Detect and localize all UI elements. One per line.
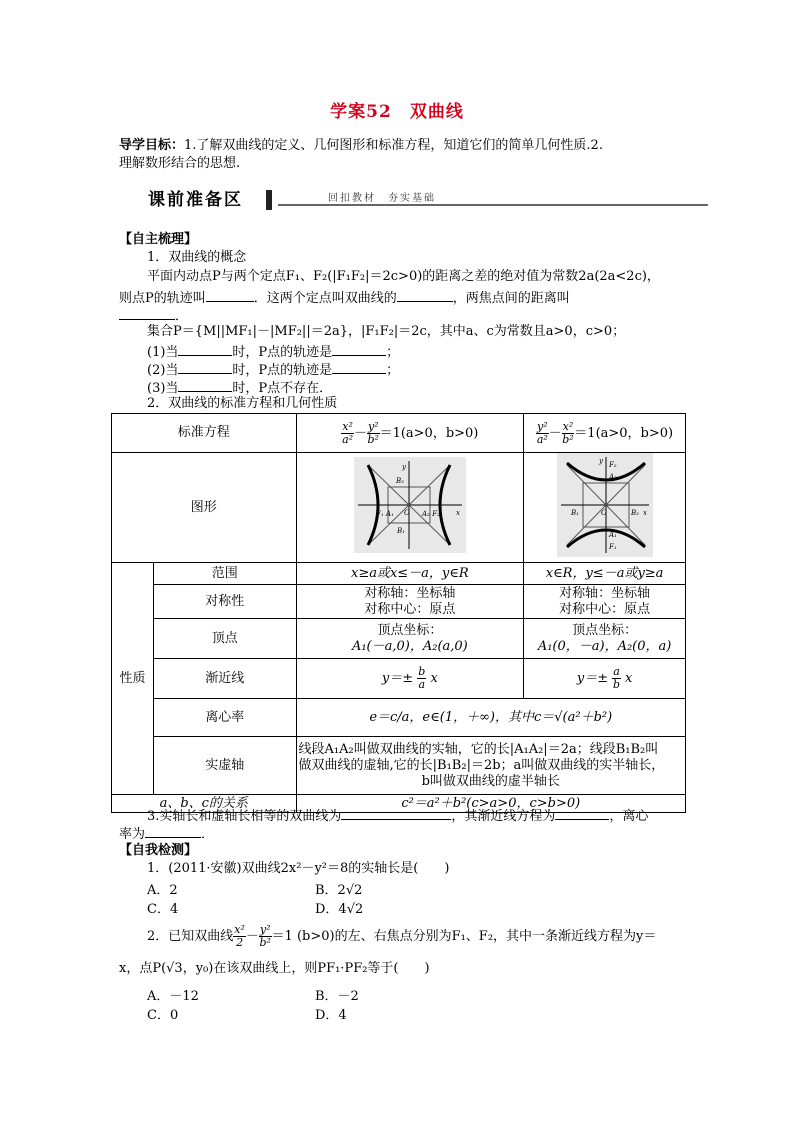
- axis-line-1: 线段A₁A₂叫做双曲线的实轴，它的长|A₁A₂|＝2a；线段B₁B₂叫: [298, 741, 659, 757]
- frac-y2-b2: $\frac{\text{y²}}{\text{b²}}$: [367, 419, 379, 446]
- range-label: 范围: [153, 563, 296, 585]
- relation-label: a、b、c的关系: [112, 795, 297, 813]
- blank-foci: [397, 287, 453, 302]
- blank-eccentricity: [145, 823, 201, 838]
- item1-l2a: 则点P的轨迹叫: [119, 291, 206, 306]
- section-label: 课前准备区: [148, 188, 266, 212]
- graph1-cell: [296, 453, 524, 563]
- props-label: 性质: [112, 563, 154, 795]
- std-eq-label: 标准方程: [112, 414, 297, 453]
- item3-e: ．: [201, 827, 215, 842]
- svg-text:F₁ A₁: F₁ A₁: [375, 510, 394, 518]
- table-row: [112, 619, 686, 659]
- blank-cond2-locus: [332, 359, 386, 374]
- svg-text:O: O: [600, 509, 607, 517]
- table-row: [112, 585, 686, 619]
- section-sub: 回扣教材 夯实基础: [328, 193, 436, 204]
- table-row: [112, 659, 686, 699]
- vertex2: [524, 619, 686, 659]
- frac-x2-b2: $\frac{\text{x²}}{\text{b²}}$: [562, 419, 574, 446]
- question-2-line-1: 2．已知双曲线 $\frac{\text{x²}}{2}$ － $\frac{\text{y²}}{\text{b²}}$ ＝1 (b>0)的左、右焦点分别为F₁、F₂，其中一条渐近线方程为y＝: [147, 923, 657, 949]
- blank-equal-axis: [341, 805, 451, 820]
- q1-option-c[interactable]: C．4: [147, 902, 179, 917]
- page-title: 学案52 双曲线: [330, 102, 464, 122]
- graph-label: 图形: [112, 453, 297, 563]
- sym1: [296, 585, 524, 619]
- svg-text:F₂: F₂: [608, 461, 617, 469]
- svg-text:A₂ F₂: A₂ F₂: [421, 510, 440, 518]
- frac-y2-a2: $\frac{\text{y²}}{\text{a²}}$: [536, 419, 548, 446]
- blank-focal-distance: [119, 305, 175, 320]
- question-2-line-2: x，点P(√3，y₀)在该双曲线上，则PF₁·PF₂等于( ): [119, 961, 430, 976]
- intro-text-1: 1.了解双曲线的定义、几何图形和标准方程，知道它们的简单几何性质.2.: [184, 138, 603, 153]
- item1-line-1: 平面内动点P与两个定点F₁、F₂(|F₁F₂|＝2c>0)的距离之差的绝对值为常数2a(2a<2c)，: [147, 269, 660, 284]
- sym2-axis: 对称轴：坐标轴: [559, 585, 651, 601]
- q1-option-d[interactable]: D．4√2: [315, 902, 364, 917]
- q2-l1a: 2．已知双曲线: [147, 929, 234, 944]
- q2-option-c[interactable]: C．0: [147, 1008, 179, 1023]
- axis-value: [296, 737, 685, 795]
- svg-text:x: x: [642, 509, 647, 517]
- range2: x∈R，y≤－a或y≥a: [524, 563, 686, 585]
- item1-title: 1．双曲线的概念: [147, 250, 247, 265]
- cond1c: ；: [386, 345, 400, 360]
- cond2a: (2)当: [147, 363, 179, 378]
- svg-text:B₁: B₁: [396, 527, 405, 535]
- eq2-cond: ＝1(a>0，b>0): [574, 425, 674, 441]
- question-1: 1．(2011·安徽)双曲线2x²－y²＝8的实轴长是( ): [147, 861, 450, 876]
- relation-value: c²＝a²＋b²(c>a>0，c>b>0): [296, 795, 685, 813]
- svg-text:B₂: B₂: [395, 477, 404, 485]
- table-row: [112, 414, 686, 453]
- section-mark: [266, 190, 272, 210]
- graph2-cell: [524, 453, 686, 563]
- axis-label: 实虚轴: [153, 737, 296, 795]
- cond3a: (3)当: [147, 381, 179, 396]
- q1-option-a[interactable]: A．2: [147, 883, 178, 898]
- intro-label: 导学目标：: [119, 138, 185, 153]
- range1: x≥a或x≤－a，y∈R: [296, 563, 524, 585]
- asym-label: 渐近线: [153, 659, 296, 699]
- table-row: [112, 699, 686, 737]
- cond2b: 时，P点的轨迹是: [232, 363, 333, 378]
- frac-x2-a2: $\frac{\text{x²}}{\text{a²}}$: [342, 419, 354, 446]
- asym1: y＝± $\frac{b}{a}$ x: [296, 659, 524, 699]
- q2-option-a[interactable]: A．－12: [147, 989, 199, 1004]
- section-rule: [278, 204, 708, 206]
- item3-b: ，其渐近线方程为: [451, 809, 556, 824]
- blank-locus: [206, 287, 254, 302]
- properties-table: [111, 413, 686, 813]
- blank-cond1: [178, 341, 232, 356]
- eq1-cell: $\frac{\text{x²}}{\text{a²}}$ － $\frac{\text{y²}}{\text{b²}}$ ＝1(a>0，b>0): [296, 414, 524, 453]
- q2-l1b: ＝1 (b>0)的左、右焦点分别为F₁、F₂，其中一条渐近线方程为y＝: [271, 929, 657, 944]
- cond1a: (1)当: [147, 345, 179, 360]
- item1-l2c: ，两焦点间的距离叫: [452, 291, 570, 306]
- q2-option-b[interactable]: B．－2: [315, 989, 359, 1004]
- eq1-cond: ＝1(a>0，b>0): [379, 425, 479, 441]
- svg-text:x: x: [455, 509, 460, 517]
- item1-l2b: ．这两个定点叫双曲线的: [253, 291, 397, 306]
- svg-text:A₂: A₂: [608, 473, 617, 481]
- sym1-center: 对称中心：原点: [364, 601, 456, 617]
- svg-text:B₁: B₁: [570, 509, 579, 517]
- vertex1-value: A₁(－a,0)，A₂(a,0): [351, 638, 468, 654]
- svg-text:A₁: A₁: [608, 531, 617, 539]
- cond1b: 时，P点的轨迹是: [232, 345, 333, 360]
- item3-line-2: [119, 823, 689, 844]
- item3-d: 率为: [119, 827, 146, 842]
- svg-text:y: y: [598, 457, 603, 465]
- intro-text-2: 理解数形结合的思想.: [119, 156, 241, 171]
- blank-cond1-locus: [332, 341, 386, 356]
- blank-asymptote: [555, 805, 609, 820]
- blank-cond3: [178, 377, 232, 392]
- hyperbola-vertical-graph-icon: [557, 453, 653, 557]
- svg-text:F₁: F₁: [608, 543, 617, 551]
- item3-a: 3.实轴长和虚轴长相等的双曲线为: [147, 809, 342, 824]
- vertex-label: 顶点: [153, 619, 296, 659]
- item3-c: ，离心: [609, 809, 649, 824]
- ecc-value: e＝c/a，e∈(1，＋∞)，其中c＝√(a²＋b²): [296, 699, 685, 737]
- svg-text:y: y: [401, 463, 406, 471]
- vertex1-title: 顶点坐标：: [377, 622, 443, 638]
- asym2: y＝± $\frac{a}{b}$ x: [524, 659, 686, 699]
- sym2-center: 对称中心：原点: [559, 601, 651, 617]
- axis-line-2: 做双曲线的虚轴,它的长|B₁B₂|＝2b；a叫做双曲线的实半轴长，: [298, 757, 665, 773]
- table-row: [112, 737, 686, 795]
- axis-line-3: b叫做双曲线的虚半轴长: [421, 773, 560, 789]
- intro-line-1: [119, 137, 689, 155]
- item2-title: 2．双曲线的标准方程和几何性质: [147, 396, 338, 411]
- svg-text:B₂: B₂: [630, 509, 639, 517]
- table-row: [112, 563, 686, 585]
- item1-l3: ．: [175, 309, 189, 324]
- sym2: [524, 585, 686, 619]
- cond2c: ；: [386, 363, 400, 378]
- section-header: [148, 188, 708, 212]
- svg-text:O: O: [403, 509, 410, 517]
- vertex2-value: A₁(0，－a)，A₂(0，a): [537, 638, 672, 654]
- eq2-cell: $\frac{\text{y²}}{\text{a²}}$ － $\frac{\text{x²}}{\text{b²}}$ ＝1(a>0，b>0): [524, 414, 686, 453]
- blank-cond2: [178, 359, 232, 374]
- hyperbola-horizontal-graph-icon: [354, 457, 466, 553]
- cond3b: 时，P点不存在．: [232, 381, 333, 396]
- set-line: 集合P＝{M||MF₁|－|MF₂||＝2a}，|F₁F₂|＝2c，其中a、c为常数且a>0，c>0；: [147, 324, 626, 339]
- frac-x2-2: $\frac{\text{x²}}{2}$: [234, 923, 245, 949]
- self-test-label: 【自我检测】: [119, 843, 198, 858]
- self-review-label: 【自主梳理】: [119, 232, 198, 247]
- sym-label: 对称性: [153, 585, 296, 619]
- q1-option-b[interactable]: B．2√2: [315, 883, 363, 898]
- frac-y2-b2-q2: $\frac{\text{y²}}{\text{b²}}$: [259, 923, 271, 949]
- ecc-label: 离心率: [153, 699, 296, 737]
- q2-option-d[interactable]: D．4: [315, 1008, 347, 1023]
- vertex1: [296, 619, 524, 659]
- vertex2-title: 顶点坐标：: [572, 622, 638, 638]
- sym1-axis: 对称轴：坐标轴: [364, 585, 456, 601]
- table-row: [112, 453, 686, 563]
